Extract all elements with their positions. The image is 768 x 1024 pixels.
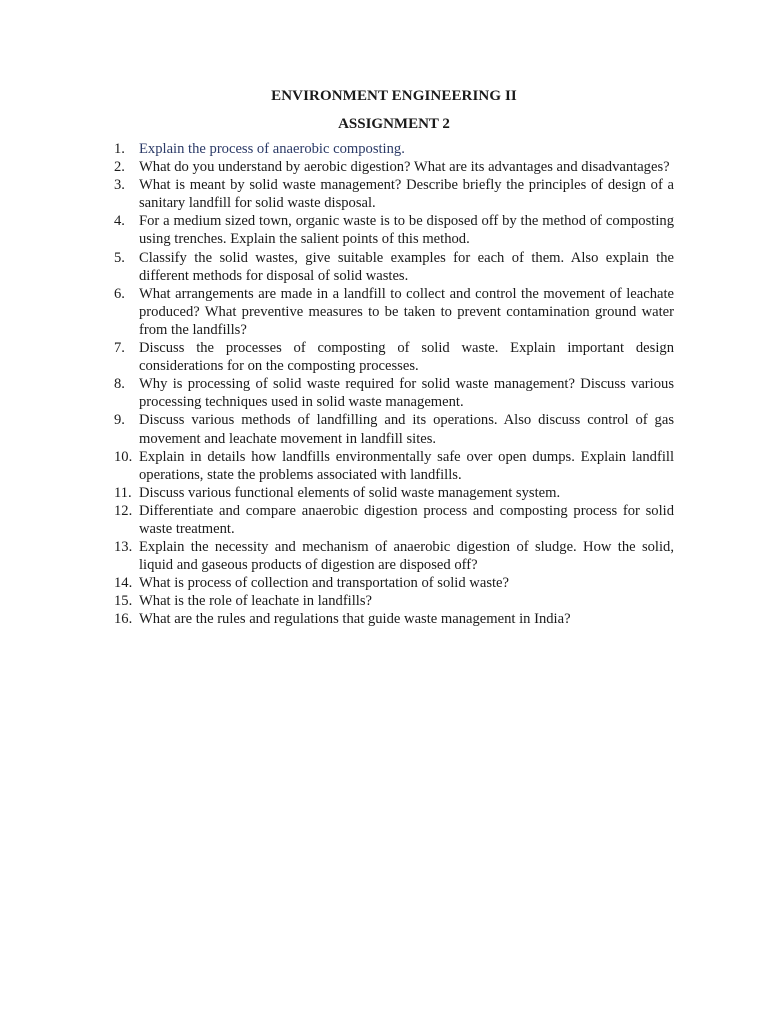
question-text: Explain the process of anaerobic composting. (139, 141, 405, 157)
assignment-heading: ASSIGNMENT 2 (338, 116, 450, 132)
question-number: 12. (114, 502, 133, 519)
question-item (114, 574, 674, 592)
question-number: 13. (114, 539, 133, 556)
question-text: Discuss the processes of composting of solid waste. Explain important design considerations for on the composting processes. (139, 340, 674, 375)
question-item (114, 484, 674, 502)
question-text: Discuss various functional elements of solid waste management system. (139, 484, 561, 501)
question-text: What is process of collection and transportation of solid waste? (139, 575, 510, 592)
question-item (114, 592, 674, 610)
question-item (114, 339, 674, 375)
question-number: 3. (114, 177, 125, 194)
question-number: 15. (114, 593, 133, 610)
question-number: 14. (114, 575, 133, 592)
question-number: 1. (114, 141, 125, 157)
question-item (114, 212, 674, 248)
question-item (114, 249, 674, 285)
question-text: What are the rules and regulations that guide waste management in India? (139, 611, 571, 628)
question-number: 10. (114, 448, 133, 465)
document-body (114, 86, 674, 629)
question-text: What is the role of leachate in landfills? (139, 593, 373, 610)
question-text: Why is processing of solid waste required for solid waste management? Discuss various processing techniques used in solid waste management. (139, 376, 674, 411)
question-item (114, 158, 674, 176)
question-number: 16. (114, 611, 133, 628)
document-title: ENVIRONMENT ENGINEERING II (271, 88, 517, 104)
question-item (114, 375, 674, 411)
question-text: For a medium sized town, organic waste is to be disposed off by the method of composting using trenches. Explain the salient points of this method. (139, 213, 674, 248)
question-number: 6. (114, 285, 125, 302)
question-text: Classify the solid wastes, give suitable examples for each of them. Also explain the different methods for disposal of solid wastes. (139, 249, 674, 284)
question-text: What arrangements are made in a landfill to collect and control the movement of leachate produced? What preventive measures to be taken to prevent contamination ground water from the landfills? (139, 285, 674, 338)
question-item (114, 448, 674, 484)
question-item (114, 610, 674, 628)
question-text: What do you understand by aerobic digestion? What are its advantages and disadvantages? (139, 159, 670, 176)
question-number: 7. (114, 340, 125, 357)
question-number: 11. (114, 484, 132, 501)
question-item (114, 176, 674, 212)
question-number: 8. (114, 376, 125, 393)
question-list (114, 140, 674, 629)
question-text: Differentiate and compare anaerobic digestion process and composting process for solid waste treatment. (139, 502, 674, 537)
question-item (114, 411, 674, 447)
question-number: 5. (114, 249, 125, 266)
question-text: Explain the necessity and mechanism of anaerobic digestion of sludge. How the solid, liquid and gaseous products of digestion are disposed off? (139, 539, 674, 574)
question-text: What is meant by solid waste management? Describe briefly the principles of design of a sanitary landfill for solid waste disposal. (139, 177, 674, 212)
question-number: 2. (114, 159, 125, 176)
question-number: 4. (114, 213, 125, 230)
question-item (114, 285, 674, 339)
question-number: 9. (114, 412, 125, 429)
question-text: Discuss various methods of landfilling and its operations. Also discuss control of gas movement and leachate movement in landfill sites. (139, 412, 674, 447)
question-item (114, 502, 674, 538)
question-item (114, 140, 674, 158)
question-item (114, 538, 674, 574)
question-text: Explain in details how landfills environmentally safe over open dumps. Explain landfill operations, state the problems associated with landfills. (139, 448, 674, 483)
